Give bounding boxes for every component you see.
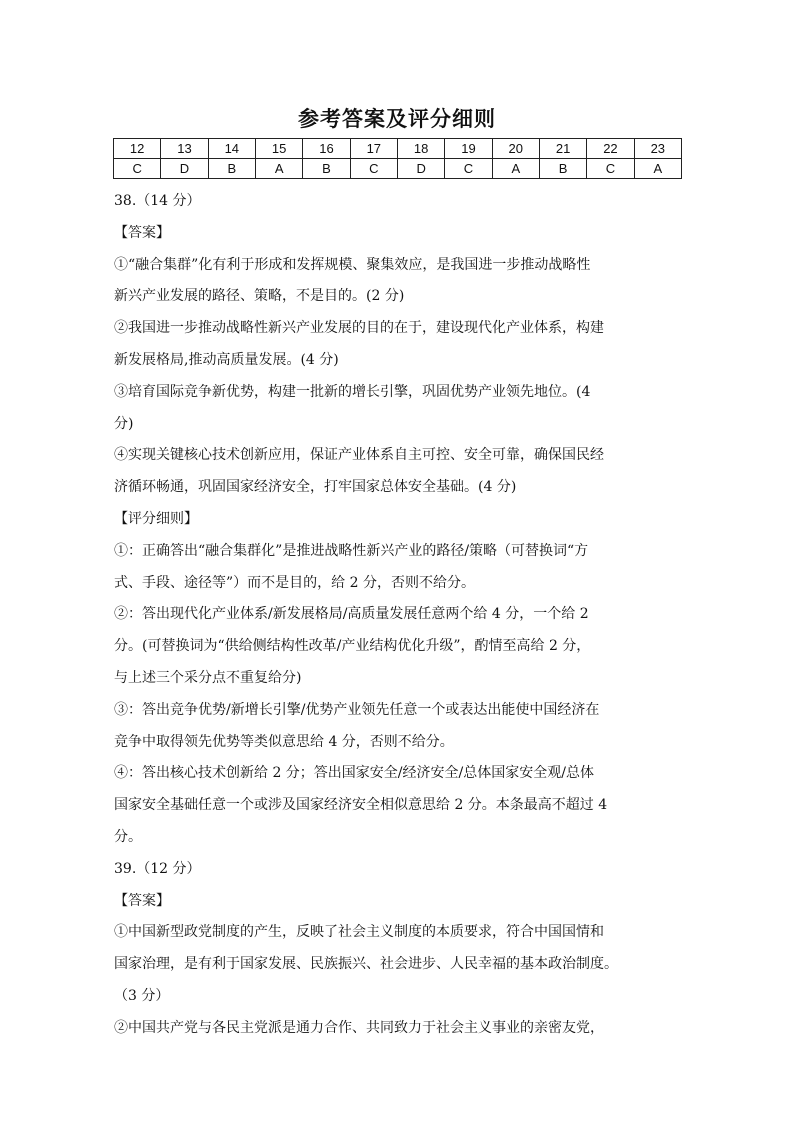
text-line: ①中国新型政党制度的产生，反映了社会主义制度的本质要求，符合中国国情和 xyxy=(114,924,604,941)
text-line: 新发展格局,推动高质量发展。(4 分) xyxy=(114,351,339,368)
question-number-cell: 20 xyxy=(492,139,539,159)
answer-body xyxy=(114,186,689,1045)
text-line: 国家安全基础任意一个或涉及国家经济安全相似意思给 2 分。本条最高不超过 4 xyxy=(114,797,608,814)
question-number-cell: 16 xyxy=(303,139,350,159)
section-heading: 【评分细则】 xyxy=(114,510,198,527)
question-heading: 39.（12 分） xyxy=(114,860,201,877)
text-line: （3 分） xyxy=(114,987,170,1004)
text-line: 新兴产业发展的路径、策略，不是目的。(2 分) xyxy=(114,288,405,305)
text-line: 分) xyxy=(114,415,134,432)
text-line: ②：答出现代化产业体系/新发展格局/高质量发展任意两个给 4 分，一个给 2 xyxy=(114,606,589,623)
text-line: ④实现关键核心技术创新应用，保证产业体系自主可控、安全可靠，确保国民经 xyxy=(114,447,604,464)
answer-cell: C xyxy=(350,159,397,179)
page-title: 参考答案及评分细则 xyxy=(298,107,496,131)
text-line: 竞争中取得领先优势等类似意思给 4 分，否则不给分。 xyxy=(114,733,454,750)
question-number-cell: 14 xyxy=(208,139,255,159)
text-line: ③培育国际竞争新优势，构建一批新的增长引擎，巩固优势产业领先地位。(4 xyxy=(114,383,591,400)
answer-table xyxy=(113,138,682,179)
answer-cell: D xyxy=(397,159,444,179)
question-number-cell: 23 xyxy=(634,139,681,159)
question-heading: 38.（14 分） xyxy=(114,193,201,209)
question-number-cell: 18 xyxy=(397,139,444,159)
answer-row xyxy=(114,159,682,179)
text-line: 分。(可替换词为“供给侧结构性改革/产业结构优化升级”，酌情至高给 2 分， xyxy=(114,638,591,655)
answer-cell: C xyxy=(587,159,634,179)
text-line: ①：正确答出“融合集群化”是推进战略性新兴产业的路径/策略（可替换词“方 xyxy=(114,542,589,559)
question-number-cell: 12 xyxy=(114,139,161,159)
text-line: 济循环畅通，巩固国家经济安全，打牢国家总体安全基础。(4 分) xyxy=(114,479,517,496)
text-line: 国家治理，是有利于国家发展、民族振兴、社会进步、人民幸福的基本政治制度。 xyxy=(114,956,618,973)
text-line: ①“融合集群”化有利于形成和发挥规模、聚集效应，是我国进一步推动战略性 xyxy=(114,256,591,273)
answer-cell: A xyxy=(492,159,539,179)
text-line: 式、手段、途径等”）而不是目的，给 2 分，否则不给分。 xyxy=(114,574,475,591)
question-number-cell: 13 xyxy=(161,139,208,159)
question-number-cell: 17 xyxy=(350,139,397,159)
answer-cell: B xyxy=(208,159,255,179)
section-heading: 【答案】 xyxy=(114,224,170,241)
text-line: 与上述三个采分点不重复给分) xyxy=(114,669,302,686)
text-line: 分。 xyxy=(114,828,142,845)
answer-cell: A xyxy=(255,159,302,179)
text-line: ②我国进一步推动战略性新兴产业发展的目的在于，建设现代化产业体系，构建 xyxy=(114,320,604,337)
answer-cell: D xyxy=(161,159,208,179)
text-line: ④：答出核心技术创新给 2 分；答出国家安全/经济安全/总体国家安全观/总体 xyxy=(114,765,594,782)
question-number-cell: 21 xyxy=(539,139,586,159)
text-line: ③：答出竞争优势/新增长引擎/优势产业领先任意一个或表达出能使中国经济在 xyxy=(114,701,600,718)
answer-cell: B xyxy=(303,159,350,179)
answer-cell: C xyxy=(114,159,161,179)
question-number-cell: 19 xyxy=(445,139,492,159)
question-number-cell: 15 xyxy=(255,139,302,159)
section-heading: 【答案】 xyxy=(114,892,170,909)
text-line: ②中国共产党与各民主党派是通力合作、共同致力于社会主义事业的亲密友党， xyxy=(114,1019,604,1036)
answer-cell: A xyxy=(634,159,681,179)
answer-cell: B xyxy=(539,159,586,179)
answer-cell: C xyxy=(445,159,492,179)
question-number-row xyxy=(114,139,682,159)
question-number-cell: 22 xyxy=(587,139,634,159)
